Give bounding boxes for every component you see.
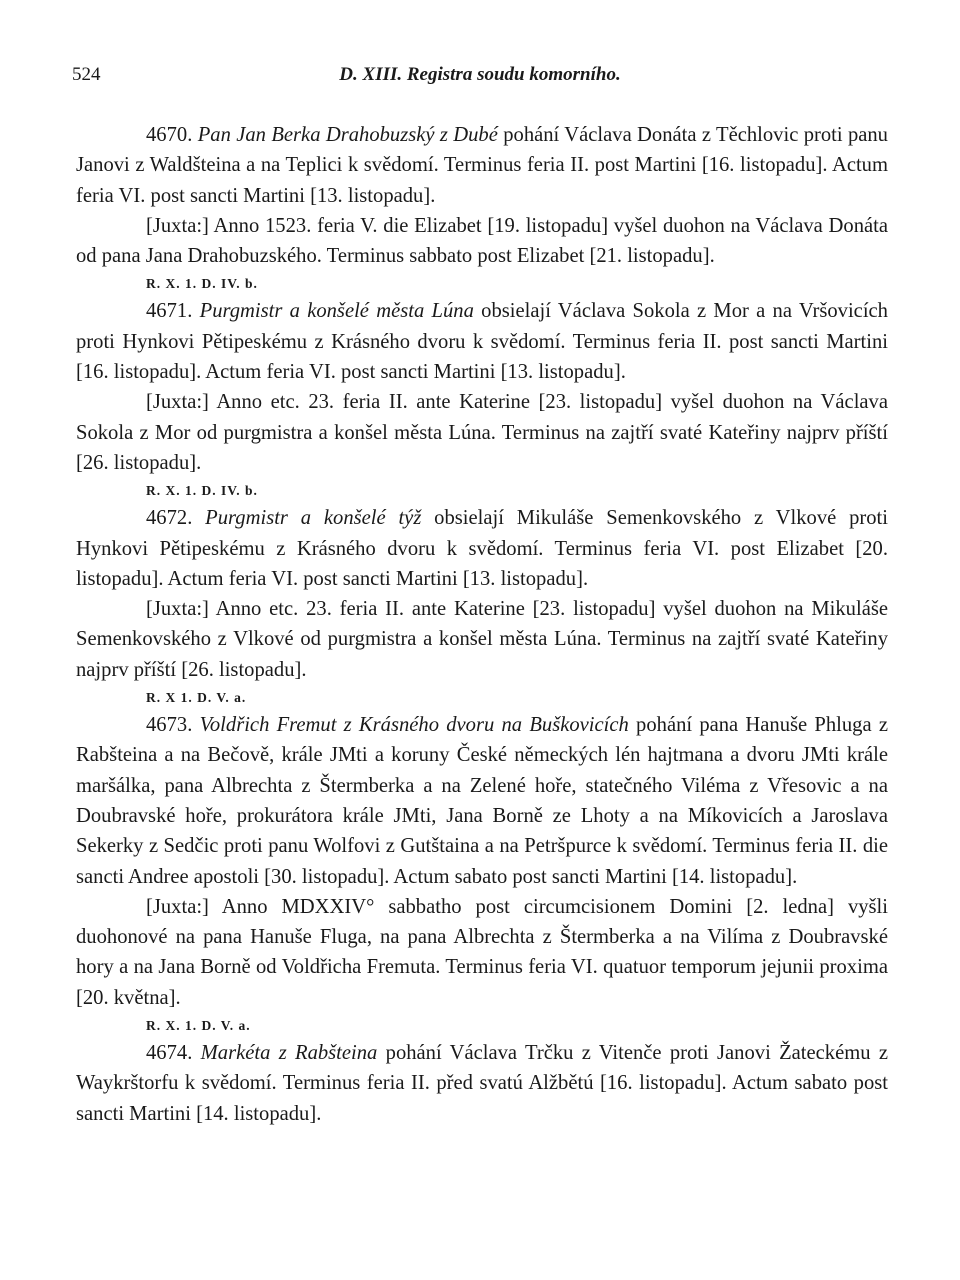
entry-parties: Voldřich Fremut z Krásného dvoru na Buškovicích: [199, 714, 629, 737]
entry-parties: Purgmistr a konšelé města Lúna: [199, 300, 474, 323]
archive-signature: R. X. 1. D. V. a.: [146, 1018, 251, 1034]
archive-signature: R. X 1. D. V. a.: [146, 690, 247, 706]
page-number: 524: [72, 64, 101, 85]
entry-text: pohání pana Hanuše Phluga z Rabšteina a na Bečově, krále JMti a koruny České německých lén hajtmana a dvoru JMti krále maršálka, pana Albrechta z Štermberka a na Zelené hoře, statečného Viléma z Vřesovic a na Doubravské hoře, prokurátora krále JMti, Jana Borně ze Lhoty a na Míkovicích a Jaroslava Sekerky z Sedčic proti panu Wolfovi z Gutštaina a na Petršpurce k svědomí. Terminus feria II. die sancti Andree apostoli [30. listopadu]. Actum sabato post sancti Martini [14. listopadu].: [76, 714, 888, 888]
entry-juxta: [Juxta:] Anno etc. 23. feria II. ante Katerine [23. listopadu] vyšel duohon na Václava Sokola z Mor od purgmistra a konšel města Lúna. Terminus na zajtří svaté Kateřiny najprv příští [26. listopadu].: [76, 391, 888, 474]
entry-paragraph: [76, 710, 888, 892]
entry-number: 4672.: [146, 507, 193, 530]
entry-juxta: [Juxta:] Anno etc. 23. feria II. ante Katerine [23. listopadu] vyšel duohon na Mikuláše Semenkovského z Vlkové od purgmistra a konšel města Lúna. Terminus na zajtří svaté Kateřiny najprv příští [26. listopadu].: [76, 598, 888, 681]
archive-signature: R. X. 1. D. IV. b.: [146, 276, 258, 292]
entry-paragraph: [76, 1038, 888, 1129]
entry-parties: Markéta z Rabšteina: [200, 1042, 378, 1065]
entry-paragraph: [76, 120, 888, 211]
page-header: [72, 64, 888, 96]
archive-signature: R. X. 1. D. IV. b.: [146, 483, 258, 499]
entry-number: 4670.: [146, 124, 193, 146]
entry-text: obsielají Mikuláše Semenkovského z Vlkové proti Hynkovi Pětipeskému z Krásného dvoru k svědomí. Terminus feria VI. post Elizabet [20. listopadu]. Actum feria VI. post sancti Martini [13. listopadu].: [76, 507, 888, 590]
entry-number: 4674.: [146, 1042, 193, 1065]
entry-text: obsielají Václava Sokola z Mor a na Vršovicích proti Hynkovi Pětipeskému z Krásného dvoru k svědomí. Terminus feria II. post sancti Martini [16. listopadu]. Actum feria VI. post sancti Martini [13. listopadu].: [76, 300, 888, 384]
entry-number: 4671.: [146, 300, 193, 323]
entry-text: pohání Václava Donáta z Těchlovic proti panu Janovi z Waldšteina a na Teplici k svědomí. Terminus feria II. post Martini [16. listopadu]. Actum feria VI. post sancti Martini [13. listopadu].: [76, 124, 888, 207]
entry-juxta: [Juxta:] Anno MDXXIV° sabbatho post circumcisionem Domini [2. ledna] vyšli duohonové na pana Hanuše Fluga, na pana Albrechta z Štermberka a na Vilíma z Doubravské hory a na Jana Borně od Voldřicha Fremuta. Terminus feria VI. quatuor temporum jejunii proxima [20. května].: [76, 895, 888, 1009]
running-title: D. XIII. Registra soudu komorního.: [339, 64, 621, 85]
entry-number: 4673.: [146, 714, 193, 737]
entry-paragraph: [76, 296, 888, 387]
entry-parties: Pan Jan Berka Drahobuzský z Dubé: [197, 124, 498, 146]
entry-text: pohání Václava Trčku z Vitenče proti Janovi Žateckému z Waykrštorfu k svědomí. Terminus feria II. před svatú Alžbětú [16. listopadu]. Actum sabato post sancti Martini [14. listopadu].: [76, 1042, 888, 1125]
entry-parties: Purgmistr a konšelé týž: [205, 507, 422, 530]
document-body: [76, 120, 888, 1129]
entry-juxta: [Juxta:] Anno 1523. feria V. die Elizabet [19. listopadu] vyšel duohon na Václava Donáta od pana Jana Drahobuzského. Terminus sabbato post Elizabet [21. listopadu].: [76, 214, 888, 268]
entry-paragraph: [76, 503, 888, 594]
